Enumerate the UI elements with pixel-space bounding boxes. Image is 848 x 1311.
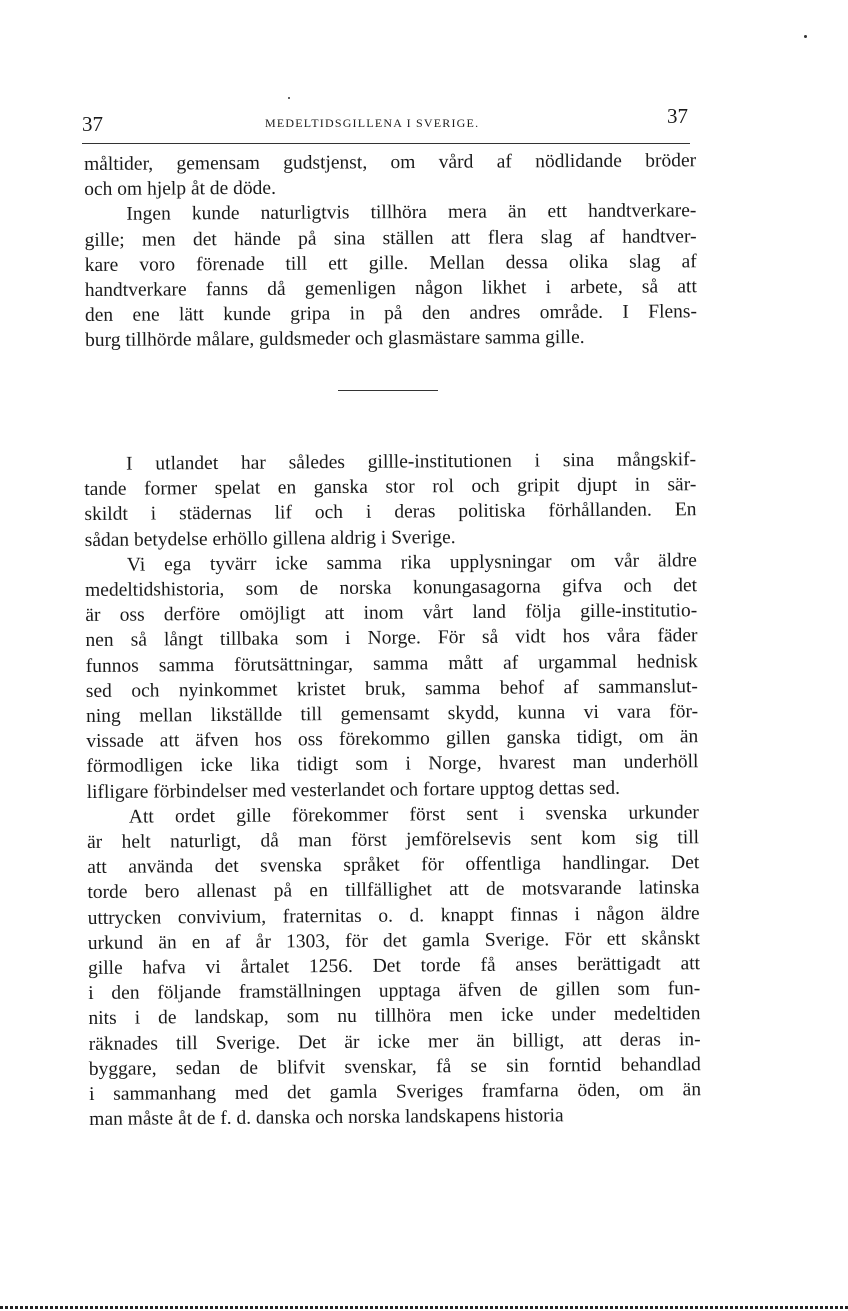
running-title: MEDELTIDSGILLENA I SVERIGE. [265, 116, 480, 130]
text-line: är helt naturligt, då man först jemförelsevis sent kom sig till [86, 827, 700, 854]
text-line: uttrycken convivium, fraternitas o. d. knappt finnas i någon äldre [87, 902, 700, 929]
text-line: måltider, gemensam gudstjenst, om vård af nödlidande bröder [84, 150, 697, 175]
text-block-top [84, 148, 697, 353]
paragraph [85, 548, 699, 805]
text-line: tande former spelat en ganska stor rol och gripit djupt in sär- [84, 474, 697, 501]
text-line: urkund än en af år 1303, för det gamla Sverige. För ett skånskt [87, 928, 700, 954]
text-line: funnos samma förutsättningar, samma mått af urgammal hednisk [85, 650, 698, 677]
page-number-right: 37 [667, 104, 688, 128]
page-number-left: 37 [82, 112, 103, 136]
text-line: räknades till Sverige. Det är icke mer än billigt, att deras in- [88, 1028, 701, 1055]
paragraph [84, 447, 697, 553]
page-header [82, 104, 688, 136]
text-line: gille hafva vi årtalet 1256. Det torde få anses berättigadt att [87, 953, 701, 980]
text-line: sådan betydelse erhöllo gillena aldrig i Sverige. [84, 526, 456, 551]
paragraph [84, 148, 696, 202]
text-line: är oss derföre omöjligt att inom vårt land följa gille-institutio- [85, 600, 698, 627]
text-line: torde bero allenast på en tillfällighet att de motsvarande latinska [87, 877, 700, 904]
text-line: och om hjelp åt de döde. [84, 178, 276, 201]
print-speck [288, 97, 290, 99]
header-rule [82, 143, 690, 144]
text-line: ning mellan likställde till gemensamt skydd, kunna vi vara för- [85, 701, 699, 728]
text-line: nen så långt tillbaka som i Norge. För så vidt hos våra fäder [85, 625, 698, 652]
text-line: förmodligen icke lika tidigt som i Norge, hvarest man underhöll [86, 751, 699, 778]
paragraph [87, 800, 702, 1132]
text-line: kare voro förenade till ett gille. Mellan dessa olika slag af [84, 251, 697, 276]
text-line: lifligare förbindelser med vesterlandet och fortare upptog dettas sed. [86, 777, 621, 803]
text-line: i den följande framställningen upptaga äfven de gillen som fun- [88, 978, 701, 1005]
text-line: gille; men det hände på sina ställen att flera slag af handtver- [84, 225, 697, 251]
text-line: handtverkare fanns då gemenligen någon likhet i arbete, så att [84, 276, 697, 302]
text-line: nits i de landskap, som nu tillhöra men icke under medeltiden [88, 1003, 701, 1030]
text-line: Att ordet gille förekommer först sent i svenska urkunder [128, 802, 699, 828]
page-bottom-edge [0, 1306, 848, 1309]
paragraph [84, 199, 697, 354]
text-line: sed och nyinkommet kristet bruk, samma behof af sammanslut- [85, 676, 698, 702]
print-speck [804, 35, 807, 38]
text-line: byggare, sedan de blifvit svenskar, få se sin forntid behandlad [88, 1054, 701, 1080]
text-line: Vi ega tyvärr icke samma rika upplysningar om vår äldre [126, 550, 697, 576]
text-line: I utlandet har således gillle-institutionen i sina mångskif- [126, 449, 697, 475]
section-divider [338, 390, 438, 391]
text-line: att använda det svenska språket för offentliga handlingar. Det [87, 852, 700, 879]
text-block-main [84, 447, 701, 1132]
text-line: medeltidshistoria, som de norska konungasagorna gifva och det [85, 575, 698, 602]
text-line: man måste åt de f. d. danska och norska landskapens historia [89, 1105, 564, 1131]
text-line: burg tillhörde målare, guldsmeder och glasmästare samma gille. [85, 327, 585, 352]
text-line: vissade att äfven hos oss förekommo gillen ganska tidigt, om än [86, 726, 699, 753]
text-line: skildt i städernas lif och i deras politiska förhållanden. En [84, 499, 697, 526]
text-line: den ene lätt kunde gripa in på den andres område. I Flens- [84, 301, 698, 327]
text-line: i sammanhang med det gamla Sveriges framfarna öden, om än [88, 1079, 702, 1106]
text-line: Ingen kunde naturligtvis tillhöra mera än ett handtverkare- [126, 200, 697, 226]
